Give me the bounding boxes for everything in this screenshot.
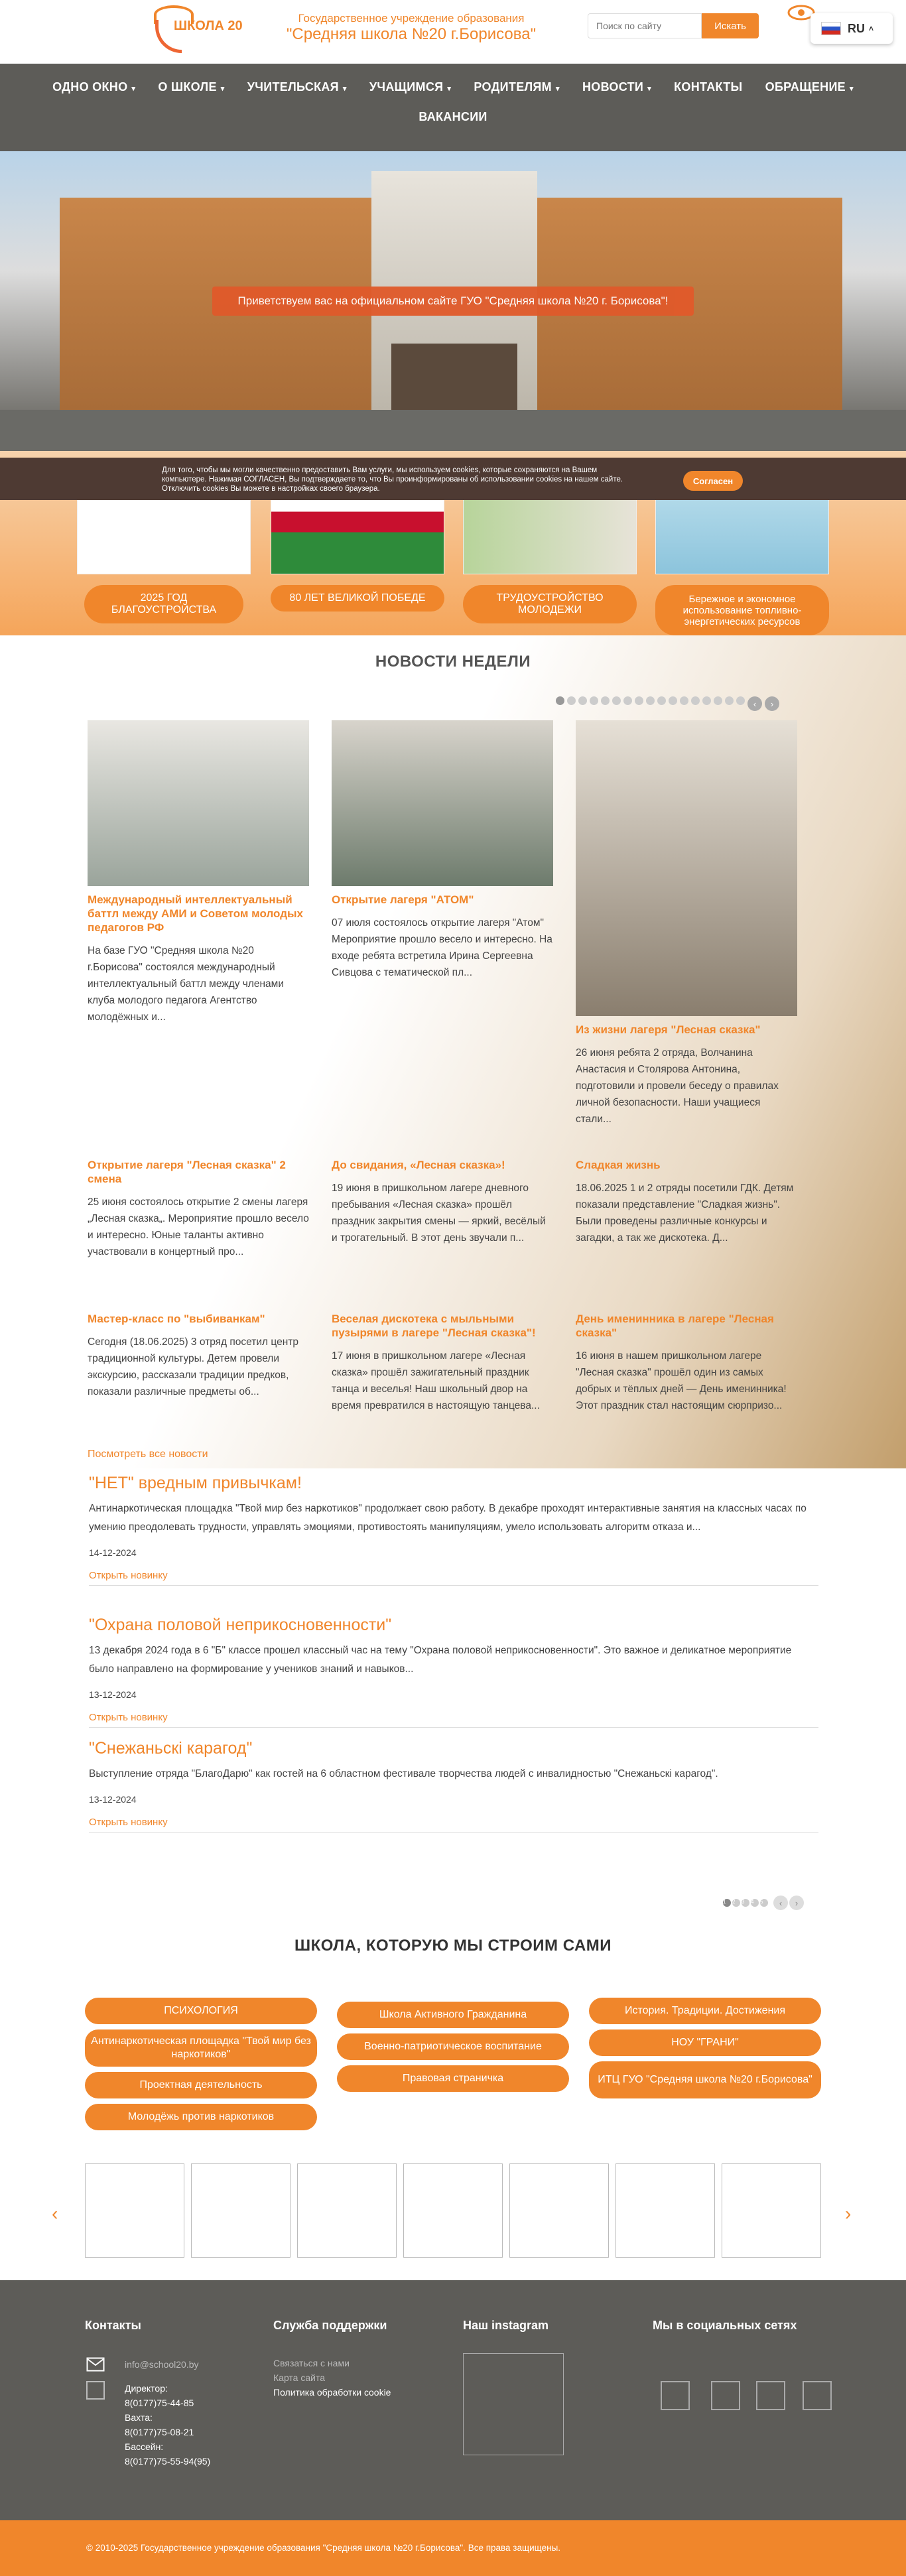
school-entrance [391,344,517,410]
tag-button[interactable]: История. Традиции. Достижения [589,1998,821,2024]
school-we-build-section [0,1918,906,2280]
news-card[interactable] [88,1158,309,1260]
slider-dot[interactable] [725,696,734,705]
news-list-excerpt: 13 декабря 2024 года в 6 "Б" классе прошел классный час на тему "Охрана половой неприкосновенности". Это важное и деликатное мероприятие было направлено на формирование у учеников знаний и навыков... [89,1645,792,1675]
news-card[interactable] [576,720,797,1127]
instagram-widget[interactable] [463,2353,564,2455]
carousel-item[interactable] [85,2163,184,2258]
news-list-date: 13-12-2024 [89,1689,137,1700]
promo-button[interactable]: ТРУДОУСТРОЙСТВО МОЛОДЕЖИ [463,585,637,623]
slider-dot[interactable] [669,696,677,705]
site-title-line2: "Средняя школа №20 г.Борисова" [286,25,537,43]
slider-dot[interactable] [635,696,643,705]
slider-dot[interactable] [556,696,564,705]
news-title[interactable]: Международный интеллектуальный баттл между АМИ и Советом молодых педагогов РФ [88,893,303,934]
page-dot[interactable]: 5 [760,1899,768,1907]
promo-button[interactable]: Бережное и экономное использование топливно-энергетических ресурсов [655,585,829,635]
nav-label: УЧИТЕЛЬСКАЯ [247,80,339,94]
social-instagram-icon[interactable] [756,2381,785,2410]
open-news-link[interactable]: Открыть новинку [89,1712,168,1723]
news-excerpt: 18.06.2025 1 и 2 отряды посетили ГДК. Детям показали представление "Сладкая жизнь". Были проведены различные конкурсы и загадки, а так же дискотека. Д... [576,1183,794,1244]
slider-dot[interactable] [578,696,587,705]
site-header [0,0,906,64]
slider-dot[interactable] [646,696,655,705]
carousel-prev-button[interactable]: ‹ [52,2203,58,2224]
chevron-down-icon: ▾ [447,84,452,93]
news-list-title[interactable]: "Снежаньскі карагод" [89,1739,253,1758]
tag-button[interactable]: Молодёжь против наркотиков [85,2104,317,2130]
site-title-line1: Государственное учреждение образования [298,12,525,25]
tag-button[interactable]: ПСИХОЛОГИЯ [85,1998,317,2024]
news-card[interactable] [332,1312,553,1414]
news-pagination [723,1896,804,1910]
tag-button[interactable]: НОУ "ГРАНИ" [589,2029,821,2056]
open-news-link[interactable]: Открыть новинку [89,1570,168,1581]
footer-contacts-title: Контакты [85,2319,141,2332]
tag-button[interactable]: Антинаркотическая площадка "Твой мир без наркотиков" [85,2029,317,2067]
news-card[interactable] [88,1312,309,1400]
tag-button[interactable]: ИТЦ ГУО "Средняя школа №20 г.Борисова" [589,2061,821,2098]
news-card[interactable] [88,720,309,1025]
tag-button[interactable]: Военно-патриотическое воспитание [337,2033,569,2060]
social-vk-icon[interactable] [661,2381,690,2410]
chevron-up-icon: ˄ [869,24,874,33]
footer-instagram-title: Наш instagram [463,2319,549,2332]
tag-button[interactable]: Школа Активного Гражданина [337,2002,569,2028]
nav-item-uchitelskaya[interactable] [247,80,347,94]
slider-dot[interactable] [601,696,610,705]
news-title[interactable]: Открытие лагеря "АТОМ" [332,893,474,906]
carousel-item[interactable] [297,2163,397,2258]
news-list-title[interactable]: "НЕТ" вредным привычкам! [89,1474,302,1492]
slider-dot[interactable] [657,696,666,705]
pagination-next-button[interactable]: › [789,1896,804,1910]
nav-label: ОБРАЩЕНИЕ [765,80,846,94]
news-image [88,720,309,886]
footer-contact-us-link[interactable]: Связаться с нами [273,2358,350,2368]
news-image [332,720,553,886]
news-title[interactable]: Веселая дискотека с мыльными пузырями в лагере "Лесная сказка"! [332,1313,536,1339]
news-card[interactable] [576,1158,797,1246]
carousel-next-button[interactable]: › [845,2203,852,2224]
cookie-accept-button[interactable]: Согласен [683,471,743,491]
logo-text: ШКОЛА 20 [174,19,243,33]
nav-item-obrashchenie[interactable] [765,80,854,94]
nav-item-roditelyam[interactable] [474,80,559,94]
tag-button[interactable]: Проектная деятельность [85,2072,317,2098]
slider-dot[interactable] [567,696,576,705]
news-excerpt: Сегодня (18.06.2025) 3 отряд посетил центр традиционной культуры. Детем провели экскурсию, рассказали традиции предков, показали различные предметы об... [88,1336,298,1397]
footer-cookie-policy-link[interactable]: Политика обработки cookie [273,2387,391,2398]
carousel-item[interactable] [403,2163,503,2258]
section-title: НОВОСТИ НЕДЕЛИ [375,653,531,671]
news-title[interactable]: День именинника в лагере "Лесная сказка" [576,1313,774,1339]
site-title [279,12,544,44]
news-excerpt: 16 июня в нашем пришкольном лагере "Лесная сказка" прошёл один из самых добрых и тёплых дней — День именинника! Этот праздник стал настоящим сюрпризо... [576,1350,787,1411]
main-navigation [0,64,906,151]
search-button[interactable]: Искать [702,13,759,38]
news-list-section [0,1468,906,1918]
nav-item-vakansii[interactable]: ВАКАНСИИ [419,110,487,123]
news-list-item [89,1474,818,1586]
chevron-down-icon: ▾ [220,84,225,93]
page-dot[interactable]: 1 [723,1899,731,1907]
news-excerpt: 17 июня в пришкольном лагере «Лесная сказка» прошёл зажигательный праздник танца и веселья! Наш школьный двор на время превратился в настоящую танцева... [332,1350,540,1411]
chevron-down-icon: ▾ [131,84,136,93]
footer-email-link[interactable]: info@school20.by [125,2359,199,2370]
news-list-excerpt: Выступление отряда "БлагоДарю" как гостей на 6 областном фестивале творчества людей с инвалидностью "Снежаньскі карагод". [89,1768,718,1779]
chevron-down-icon: ▾ [647,84,651,93]
welcome-banner: Приветствуем вас на официальном сайте ГУО "Средняя школа №20 г. Борисова"! [212,287,694,316]
news-excerpt: 07 июля состоялось открытие лагеря "Атом" Мероприятие прошло весело и интересно. На входе ребята встретила Ирина Сергеевна Сивцова с тематической пл... [332,917,552,978]
nav-label: ОДНО ОКНО [52,80,128,94]
news-excerpt: 19 июня в пришкольном лагере дневного пребывания «Лесная сказка» прошёл праздник закрытия смены — яркий, весёлый и трогательный. В этот день звучали п... [332,1183,546,1244]
language-label: RU [848,21,865,35]
nav-item-novosti[interactable] [582,80,651,94]
russia-flag-icon [821,22,841,35]
page-dot[interactable]: 3 [742,1899,749,1907]
nav-label: О ШКОЛЕ [158,80,217,94]
slider-dot[interactable] [702,696,711,705]
cookie-text: Для того, чтобы мы могли качественно предоставить Вам услуги, мы используем cookies, которые сохраняются на Вашем компьютере. Нажимая СОГЛАСЕН, Вы подтверждаете то, что Вы проинформированы об использовании cookies на нашем сайте. Отключить cookies Вы можете в настройках своего браузера. [162,466,623,493]
news-excerpt: 26 июня ребята 2 отряда, Волчанина Анастасия и Столярова Антонина, подготовили и провели беседу о правилах личной безопасности. Наши учащиеся стали... [576,1047,779,1125]
ground [0,410,906,451]
site-footer [0,2280,906,2520]
promo-button[interactable]: 2025 ГОД БЛАГОУСТРОЙСТВА [84,585,243,623]
news-list-date: 13-12-2024 [89,1794,137,1805]
search-input[interactable] [588,13,702,38]
page-dot[interactable]: 2 [732,1899,740,1907]
pagination-prev-button[interactable]: ‹ [773,1896,788,1910]
section-title: ШКОЛА, КОТОРУЮ МЫ СТРОИМ САМИ [294,1937,612,1955]
carousel-item[interactable] [615,2163,715,2258]
slider-dots[interactable] [556,696,779,711]
slider-dot[interactable] [691,696,700,705]
news-excerpt: На базе ГУО "Средняя школа №20 г.Борисова" состоялся международный интеллектуальный баттл между членами клуба молодого педагога Агентство молодёжных и... [88,945,284,1023]
copyright-bar: © 2010-2025 Государственное учреждение образования "Средняя школа №20 г.Борисова". Все права защищены. [0,2520,906,2576]
chevron-down-icon: ▾ [850,84,854,93]
carousel-item[interactable] [191,2163,291,2258]
language-selector[interactable] [810,13,893,44]
nav-item-o-shkole[interactable] [158,80,224,94]
social-youtube-icon[interactable] [803,2381,832,2410]
social-ok-icon[interactable] [711,2381,740,2410]
footer-phones: Директор: 8(0177)75-44-85 Вахта: 8(0177)75-08-21 Бассейн: 8(0177)75-55-94(95) [125,2383,211,2467]
slider-dot[interactable] [612,696,621,705]
see-all-news-link[interactable]: Посмотреть все новости [88,1449,208,1460]
phone-icon [86,2381,105,2400]
nav-label: НОВОСТИ [582,80,644,94]
footer-sitemap-link[interactable]: Карта сайта [273,2372,325,2383]
slider-dot[interactable] [590,696,598,705]
nav-item-uchashchimsya[interactable] [369,80,451,94]
slider-dot[interactable] [623,696,632,705]
news-title[interactable]: Мастер-класс по "выбиванкам" [88,1313,265,1325]
news-list-item [89,1616,818,1728]
footer-social-title: Мы в социальных сетях [653,2319,797,2332]
news-image [576,720,797,1016]
nav-item-odno-okno[interactable] [52,80,135,94]
cookie-banner [0,458,906,500]
hero-image [0,151,906,451]
school-logo[interactable] [154,5,253,56]
news-excerpt: 25 июня состоялось открытие 2 смены лагеря „Лесная сказка„. Мероприятие прошло весело и интересно. Юные таланты активно участвовали в концертный про... [88,1196,309,1257]
news-card[interactable] [332,720,553,981]
chevron-down-icon: ▾ [342,84,347,93]
slider-next-button[interactable]: › [765,696,779,711]
news-title[interactable]: До свидания, «Лесная сказка»! [332,1159,505,1171]
open-news-link[interactable]: Открыть новинку [89,1817,168,1828]
carousel-item[interactable] [722,2163,821,2258]
news-card[interactable] [576,1312,797,1414]
news-list-date: 14-12-2024 [89,1547,137,1558]
page-dot[interactable]: 4 [751,1899,759,1907]
mail-icon [86,2357,105,2372]
nav-label: УЧАЩИМСЯ [369,80,444,94]
slider-prev-button[interactable]: ‹ [747,696,762,711]
carousel-item[interactable] [509,2163,609,2258]
news-title[interactable]: Сладкая жизнь [576,1159,661,1171]
news-card[interactable] [332,1158,553,1246]
slider-dot[interactable] [714,696,722,705]
nav-item-kontakty[interactable] [674,80,742,94]
slider-dot[interactable] [680,696,688,705]
news-list-item [89,1739,818,1833]
promo-button[interactable]: 80 ЛЕТ ВЕЛИКОЙ ПОБЕДЕ [271,585,444,612]
news-list-title[interactable]: "Охрана половой неприкосновенности" [89,1616,392,1634]
slider-dot[interactable] [736,696,745,705]
nav-label: КОНТАКТЫ [674,80,743,94]
chevron-down-icon: ▾ [555,84,560,93]
news-title[interactable]: Открытие лагеря "Лесная сказка" 2 смена [88,1159,286,1185]
news-title[interactable]: Из жизни лагеря "Лесная сказка" [576,1023,761,1036]
footer-support-title: Служба поддержки [273,2319,387,2332]
nav-label: РОДИТЕЛЯМ [474,80,552,94]
tag-button[interactable]: Правовая страничка [337,2065,569,2092]
news-list-excerpt: Антинаркотическая площадка "Твой мир без наркотиков" продолжает свою работу. В декабре проходят интерактивные занятия на классных часах по умению преодолевать трудности, управлять эмоциями, противостоять манипуляциям, умело использовать алгоритм отказа и... [89,1503,807,1533]
news-of-week-section [0,635,906,1472]
